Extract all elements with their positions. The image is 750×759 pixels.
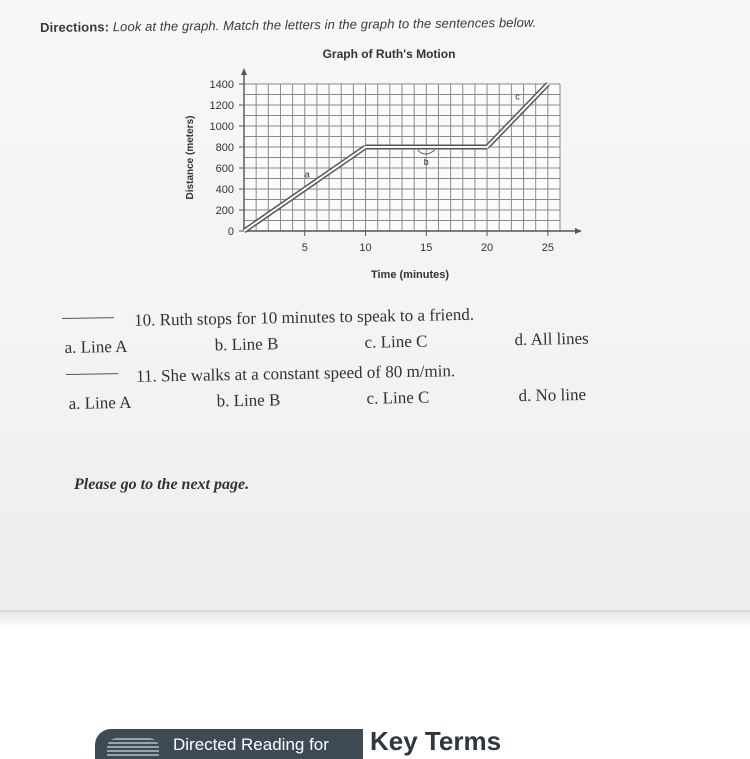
- x-tick-label: 20: [480, 242, 494, 254]
- series-label-b: b: [423, 157, 429, 167]
- y-tick-label: 0: [227, 226, 234, 238]
- motion-chart-svg: [178, 40, 598, 290]
- next-page-preview: [0, 610, 750, 756]
- key-terms-heading: Key Terms: [370, 726, 502, 756]
- book-icon: [107, 738, 159, 756]
- y-tick-label: 1200: [209, 100, 234, 112]
- y-tick-label: 800: [215, 142, 234, 154]
- question-11-option-d[interactable]: d. No line: [518, 384, 587, 406]
- question-11-option-b[interactable]: b. Line B: [216, 390, 281, 411]
- directions: [40, 15, 536, 35]
- x-axis-arrow: [575, 228, 582, 234]
- question-11-option-a[interactable]: a. Line A: [68, 392, 132, 413]
- page-divider: [0, 612, 750, 628]
- series-label-c: c: [515, 91, 520, 102]
- y-tick-label: 600: [215, 163, 234, 175]
- directed-reading-label: Directed Reading for: [173, 735, 329, 754]
- next-page-note: Please go to the next page.: [74, 476, 250, 493]
- y-tick-label: 1400: [209, 79, 234, 91]
- question-10-option-c[interactable]: c. Line C: [364, 331, 428, 352]
- y-axis-arrow: [241, 68, 247, 75]
- question-10-stem: 10. Ruth stops for 10 minutes to speak to a friend.: [133, 304, 475, 330]
- directed-reading-tab: [95, 729, 363, 759]
- question-10: [62, 302, 663, 362]
- question-10-option-a[interactable]: a. Line A: [64, 336, 128, 357]
- x-tick-label: 5: [301, 242, 308, 254]
- x-tick-label: 10: [359, 242, 372, 254]
- question-11: [66, 358, 667, 418]
- y-tick-label: 1000: [209, 121, 234, 133]
- x-axis-label: Time (minutes): [370, 269, 450, 281]
- directions-text: Look at the graph. Match the letters in the graph to the sentences below.: [112, 14, 537, 35]
- motion-chart: [178, 40, 598, 290]
- x-tick-label: 15: [420, 242, 433, 254]
- x-tick-label: 25: [541, 242, 554, 254]
- y-axis-label: Distance (meters): [185, 115, 196, 200]
- chart-title: Graph of Ruth's Motion: [322, 47, 456, 61]
- question-10-option-d[interactable]: d. All lines: [514, 328, 589, 350]
- directions-lead: Directions:: [40, 19, 110, 35]
- question-10-option-b[interactable]: b. Line B: [214, 334, 279, 355]
- y-tick-label: 200: [215, 205, 234, 217]
- y-tick-label: 400: [215, 184, 234, 196]
- answer-blank-11[interactable]: [66, 373, 118, 375]
- series-label-a: a: [304, 169, 310, 180]
- answer-blank-10[interactable]: [62, 317, 114, 319]
- question-11-option-c[interactable]: c. Line C: [366, 387, 430, 408]
- question-11-stem: 11. She walks at a constant speed of 80 m/min.: [135, 361, 456, 386]
